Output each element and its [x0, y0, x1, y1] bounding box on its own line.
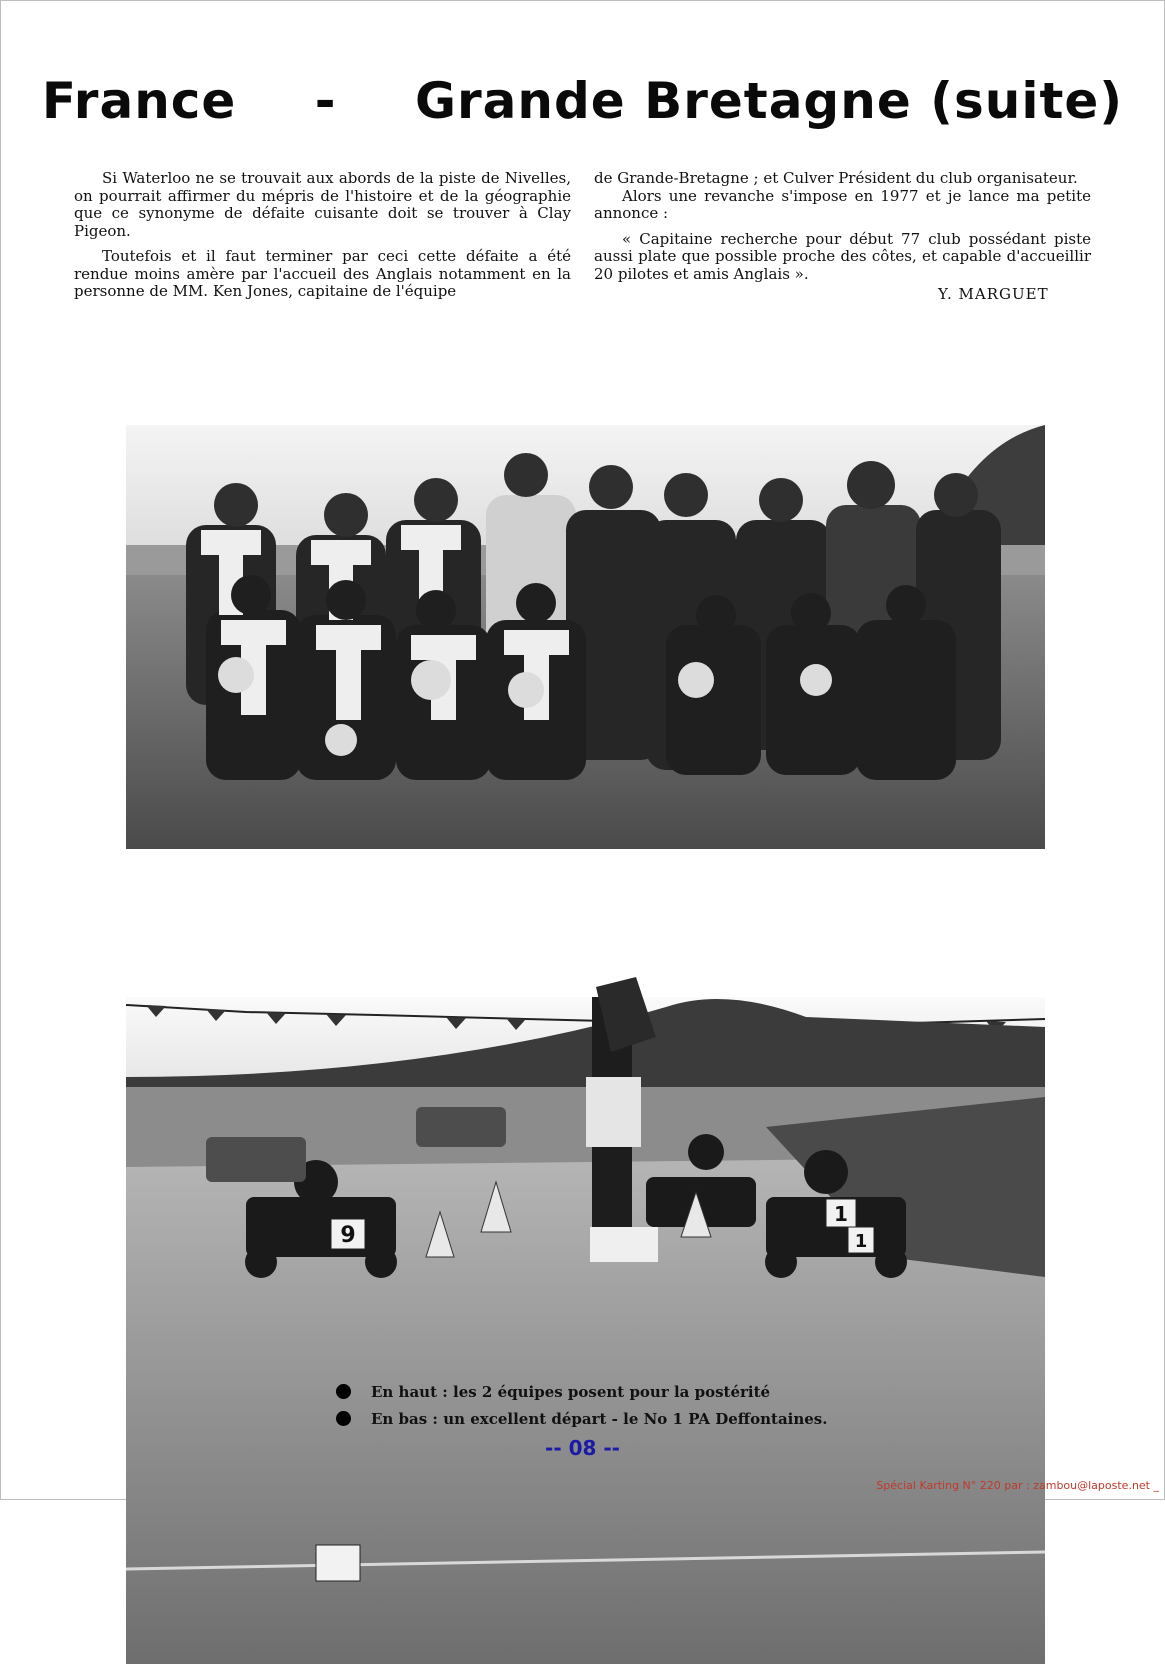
article-column-right [594, 170, 1091, 291]
title-dash: - [314, 72, 337, 130]
kart-number-1-front: 1 [854, 1231, 868, 1252]
caption-row [336, 1378, 827, 1405]
bullet-icon [336, 1384, 351, 1399]
caption-bottom-photo: En bas : un excellent départ - le No 1 PA Deffontaines. [371, 1409, 828, 1428]
paragraph: Toutefois et il faut terminer par ceci cette défaite a été rendue moins amère par l'accueil des Anglais notamment en la personne de MM. Ken Jones, capitaine de l'équipe [74, 247, 571, 300]
title-left: France [41, 72, 237, 130]
paragraph: Alors une revanche s'impose en 1977 et je lance ma petite annonce : [594, 186, 1091, 222]
paragraph: Si Waterloo ne se trouvait aux abords de la piste de Nivelles, on pourrait affirmer du mépris de l'histoire et de la géographie que ce synonyme de défaite cuisante doit se trouver à Clay Pigeon. [74, 169, 571, 240]
page-number: -- 08 -- [545, 1436, 620, 1460]
article-column-left [74, 170, 571, 309]
caption-top-photo: En haut : les 2 équipes posent pour la postérité [371, 1382, 771, 1401]
team-group-photo [126, 425, 1045, 849]
paragraph-continuation: de Grande-Bretagne ; et Culver Président du club organisateur. [594, 169, 1078, 187]
title-right: Grande Bretagne (suite) [414, 72, 1124, 130]
kart-number-9: 9 [340, 1223, 356, 1248]
bullet-icon [336, 1411, 351, 1426]
caption-row [336, 1405, 827, 1432]
author-signature: Y. MARGUET [938, 285, 1049, 303]
paragraph: « Capitaine recherche pour début 77 club possédant piste aussi plate que possible proche des côtes, et capable d'accueillir 20 pilotes et amis Anglais ». [594, 229, 1091, 283]
race-start-photo [126, 957, 1045, 1664]
footer-credit: Spécial Karting N° 220 par : zambou@laposte.net _ [876, 1479, 1159, 1492]
photo-captions [336, 1378, 827, 1432]
kart-number-1: 1 [834, 1202, 848, 1226]
page-title [0, 72, 1165, 130]
